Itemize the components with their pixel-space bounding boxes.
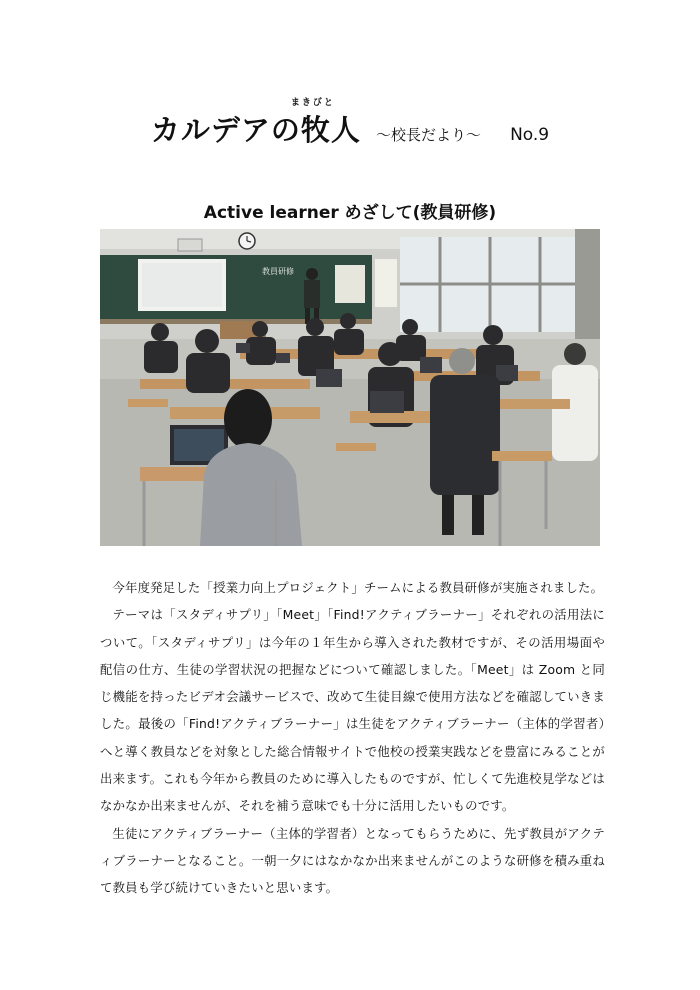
issue-number: No.9: [510, 125, 550, 145]
article-paragraph: 今年度発足した「授業力向上プロジェクト」チームによる教員研修が実施されました。: [112, 580, 604, 595]
title-ruby: まきびと: [290, 98, 335, 108]
blackboard-text: 教員研修: [262, 267, 294, 276]
newsletter-header: [0, 98, 700, 149]
article-paragraph: 生徒にアクティブラーナー（主体的学習者）となってもらうために、先ず教員がアクティブラーナーとなること。一朝一夕にはなかなか出来ませんがこのような研修を積み重ねて教員も学び続けていきたいと思います。: [100, 825, 605, 896]
newsletter-subtitle: 〜校長だより〜: [375, 126, 481, 144]
article-title: Active learner めざして(教員研修): [203, 203, 497, 223]
article-body: [100, 574, 605, 902]
article-paragraph: テーマは「スタディサプリ」「Meet」「Find!アクティブラーナー」それぞれの活用法について。「スタディサプリ」は今年の１年生から導入された教材ですが、その活用場面や配信の仕方、生徒の学習状況の把握などについて確認しました。「Meet」は Zoom と同じ機能を持ったビデオ会議サービスで、改めて生徒目線で使用方法などを確認していきました。最後の「Find!アクティブラーナー」は生徒をアクティブラーナー（主体的学習者）へと導く教員などを対象とした総合情報サイトで他校の授業実践などを豊富にみることが出来ます。これも今年から教員のために導入したものですが、忙しくて先進校見学などはなかなか出来ませんが、それを補う意味でも十分に活用したいものです。: [100, 607, 605, 814]
training-photo: [100, 229, 600, 546]
newsletter-title-text: カルデアの牧人: [150, 113, 361, 147]
classroom-scene: [100, 229, 600, 546]
newsletter-title: [150, 98, 361, 149]
